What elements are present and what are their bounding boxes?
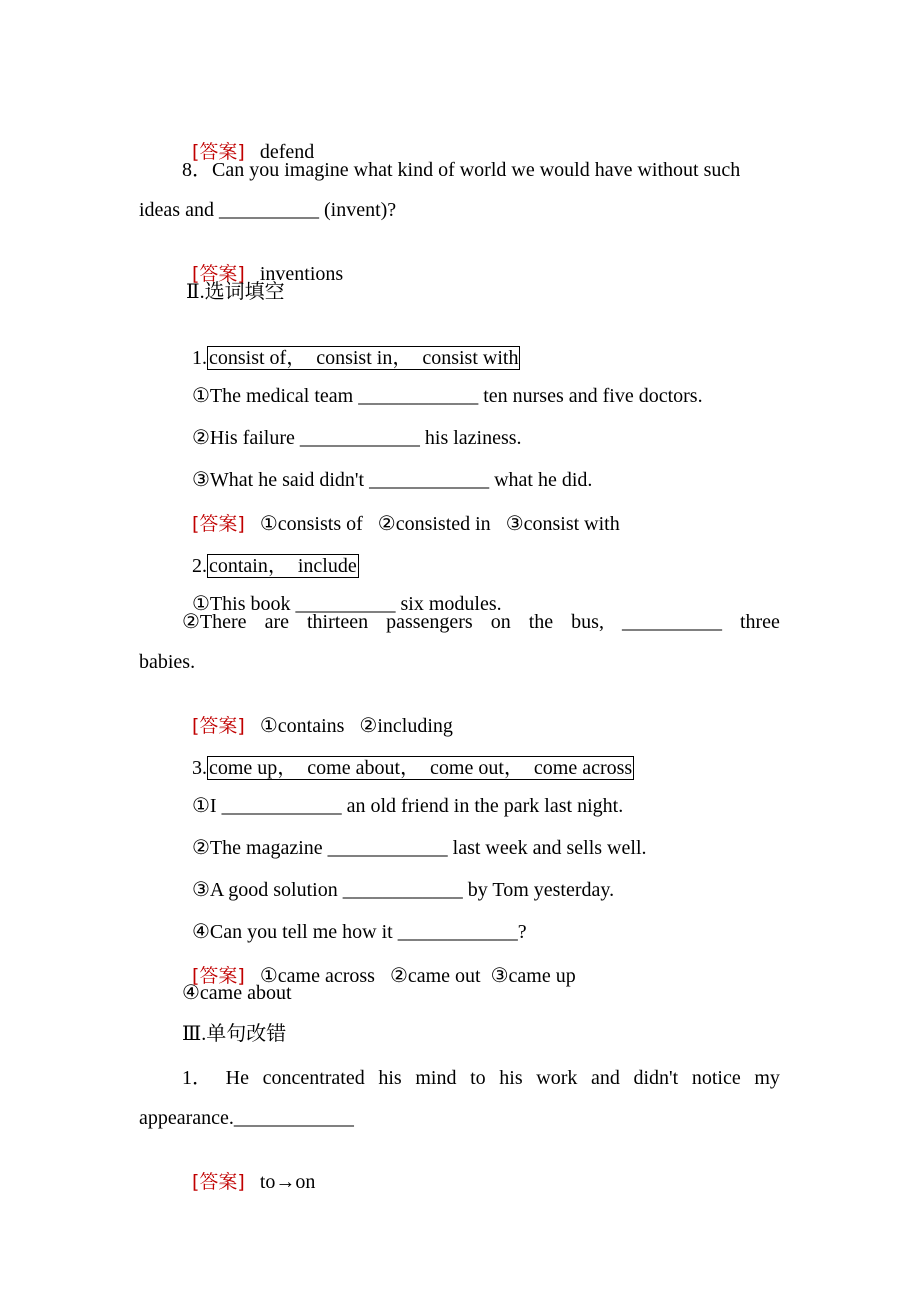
blank: __________	[295, 593, 396, 615]
blank: ____________	[358, 385, 479, 407]
fill-item-continued: babies.	[139, 651, 196, 673]
blank: ____________	[397, 921, 518, 943]
blank: ____________	[369, 469, 490, 491]
group-number: 3.	[192, 757, 207, 779]
blank: ____________	[327, 837, 448, 859]
answer-tag: [答案]	[192, 513, 245, 535]
word-box: come up， come about， come out， come across	[209, 757, 633, 779]
answer-tag: [答案]	[192, 263, 245, 285]
blank: ____________	[221, 795, 342, 817]
question-continued: appearance.____________	[139, 1107, 354, 1129]
answer-tag: [答案]	[192, 715, 245, 737]
section-heading: Ⅲ.单句改错	[182, 1023, 287, 1045]
answer-line: [答案] ①contains ②including	[192, 715, 453, 737]
group-number: 2.	[192, 555, 207, 577]
group-number: 1.	[192, 347, 207, 369]
word-box: contain， include	[209, 555, 357, 577]
fill-item: ③What he said didn't ____________ what he did.	[192, 469, 593, 491]
fill-item: ①I ____________ an old friend in the park last night.	[192, 795, 624, 817]
answer-continued: ④came about	[182, 982, 292, 1004]
answer-tag: [答案]	[192, 141, 245, 163]
answer-line	[182, 1146, 315, 1194]
answer-line: [答案] ①consists of ②consisted in ③consist with	[192, 513, 620, 535]
blank: ____________	[299, 427, 420, 449]
question-line-justified: 1． He concentrated his mind to his work and didn't notice my	[182, 1067, 780, 1089]
blank: __________	[621, 611, 722, 633]
answer-tag: [答案]	[192, 1171, 245, 1193]
fill-item: ②His failure ____________ his laziness.	[192, 427, 522, 449]
fill-item: ②The magazine ____________ last week and sells well.	[192, 837, 647, 859]
answer-text: inventions	[259, 263, 344, 285]
answer-text: defend	[259, 141, 315, 163]
question-line: ideas and __________ (invent)?	[139, 199, 397, 221]
fill-item-justified: ②There are thirteen passengers on the bus, __________ three	[182, 611, 780, 633]
word-box: consist of， consist in， consist with	[209, 347, 519, 369]
answer-text: to→on	[259, 1171, 316, 1193]
answer-line: [答案] ①came across ②came out ③came up	[192, 965, 576, 987]
answer-tag: [答案]	[192, 965, 245, 987]
answer-line	[182, 116, 314, 164]
question-line: 8．Can you imagine what kind of world we would have without such	[182, 159, 741, 181]
answer-line	[182, 238, 343, 286]
section-heading: Ⅱ.选词填空	[186, 281, 285, 303]
fill-item: ①This book __________ six modules.	[192, 593, 502, 615]
fill-item: ③A good solution ____________ by Tom yesterday.	[192, 879, 615, 901]
fill-item: ①The medical team ____________ ten nurses and five doctors.	[192, 385, 703, 407]
fill-item: ④Can you tell me how it ____________?	[192, 921, 527, 943]
blank: ____________	[342, 879, 463, 901]
